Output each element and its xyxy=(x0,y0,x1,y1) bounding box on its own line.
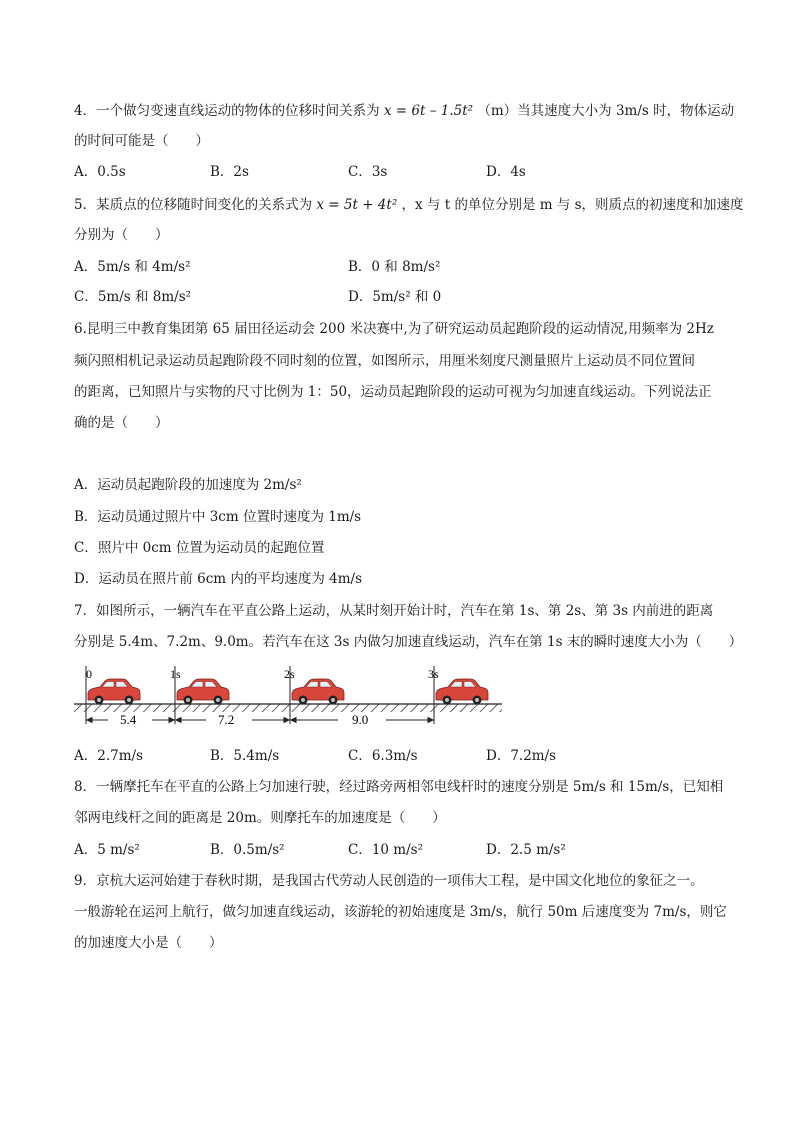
q7-option-d: D．7.2m/s xyxy=(486,748,557,764)
q6-stem-line2: 频闪照相机记录运动员起跑阶段不同时刻的位置，如图所示，用厘米刻度尺测量照片上运动员不同位置间 xyxy=(74,353,695,369)
q7-time-label-0: 0 xyxy=(86,667,92,681)
q7-option-a: A．2.7m/s xyxy=(74,748,143,764)
q5-option-c: C．5m/s 和 8m/s² xyxy=(74,289,192,305)
q6-option-a: A．运动员起跑阶段的加速度为 2m/s² xyxy=(74,477,302,493)
q9-stem-line1: 9．京杭大运河始建于春秋时期，是我国古代劳动人民创造的一项伟大工程，是中国文化地位的象征之一。 xyxy=(74,873,704,889)
q7-stem-line1: 7．如图所示，一辆汽车在平直公路上运动，从某时刻开始计时，汽车在第 1s、第 2s、第 3s 内前进的距离 xyxy=(74,603,714,619)
q7-time-label-2s: 2s xyxy=(284,667,295,681)
q4-stem-line1 xyxy=(74,102,734,120)
q5-stem-line1 xyxy=(74,196,744,214)
q7-car-0 xyxy=(88,679,140,705)
q8-option-c: C．10 m/s² xyxy=(348,842,423,858)
q5-option-a: A．5m/s 和 4m/s² xyxy=(74,259,191,275)
q5-stem-pre: 5．某质点的位移随时间变化的关系式为 xyxy=(74,197,313,213)
q7-car-1s xyxy=(177,679,229,705)
q4-option-d: D．4s xyxy=(486,164,526,180)
q5-formula: x = 5t + 4t² xyxy=(316,197,398,213)
q6-option-b: B．运动员通过照片中 3cm 位置时速度为 1m/s xyxy=(74,509,362,525)
q4-option-a: A．0.5s xyxy=(74,164,126,180)
q6-option-c: C．照片中 0cm 位置为运动员的起跑位置 xyxy=(74,540,325,556)
q5-option-d: D．5m/s² 和 0 xyxy=(348,289,442,305)
q7-ground-hatch xyxy=(74,704,502,712)
q7-car-3s xyxy=(436,679,488,705)
q5-stem-line2: 分别为（ ） xyxy=(74,227,169,243)
q4-stem-line2: 的时间可能是（ ） xyxy=(74,133,209,149)
q6-stem-line1: 6.昆明三中教育集团第 65 届田径运动会 200 米决赛中,为了研究运动员起跑阶段的运动情况,用频率为 2Hz xyxy=(74,321,714,337)
q7-car-figure xyxy=(72,664,504,734)
q7-time-label-3s: 3s xyxy=(428,667,439,681)
q7-car-2s xyxy=(292,679,344,705)
q8-stem-line2: 邻两电线杆之间的距离是 20m。则摩托车的加速度是（ ） xyxy=(74,810,446,826)
q4-formula: x = 6t – 1.5t² xyxy=(383,103,474,119)
q8-option-a: A．5 m/s² xyxy=(74,842,140,858)
q5-stem-post: ，x 与 t 的单位分别是 m 与 s，则质点的初速度和加速度 xyxy=(401,197,744,213)
q4-stem-pre: 4．一个做匀变速直线运动的物体的位移时间关系为 xyxy=(74,103,380,119)
q8-option-b: B．0.5m/s² xyxy=(210,842,285,858)
q8-option-d: D．2.5 m/s² xyxy=(486,842,566,858)
q6-stem-line4: 确的是（ ） xyxy=(74,415,169,431)
q7-distance-label-1: 5.4 xyxy=(120,712,137,727)
q7-distance-label-2: 7.2 xyxy=(218,712,235,727)
q4-option-b: B．2s xyxy=(210,164,249,180)
q4-stem-post: （m）当其速度大小为 3m/s 时，物体运动 xyxy=(477,103,735,119)
q7-stem-line2: 分别是 5.4m、7.2m、9.0m。若汽车在这 3s 内做匀加速直线运动，汽车在第 1s 末的瞬时速度大小为（ ） xyxy=(74,634,743,650)
q5-option-b: B．0 和 8m/s² xyxy=(348,259,441,275)
q4-option-c: C．3s xyxy=(348,164,388,180)
q8-stem-line1: 8．一辆摩托车在平直的公路上匀加速行驶，经过路旁两相邻电线杆时的速度分别是 5m/s 和 15m/s，已知相 xyxy=(74,779,724,795)
q6-stem-line3: 的距离，已知照片与实物的尺寸比例为 1：50，运动员起跑阶段的运动可视为匀加速直线运动。下列说法正 xyxy=(74,384,712,400)
q9-stem-line2: 一般游轮在运河上航行，做匀加速直线运动，该游轮的初始速度是 3m/s，航行 50m 后速度变为 7m/s，则它 xyxy=(74,904,727,920)
q7-option-c: C．6.3m/s xyxy=(348,748,418,764)
q7-distance-label-3: 9.0 xyxy=(352,712,369,727)
q7-option-b: B．5.4m/s xyxy=(210,748,280,764)
q6-option-d: D．运动员在照片前 6cm 内的平均速度为 4m/s xyxy=(74,571,363,587)
q7-time-label-1s: 1s xyxy=(170,667,181,681)
q9-stem-line3: 的加速度大小是（ ） xyxy=(74,935,223,951)
